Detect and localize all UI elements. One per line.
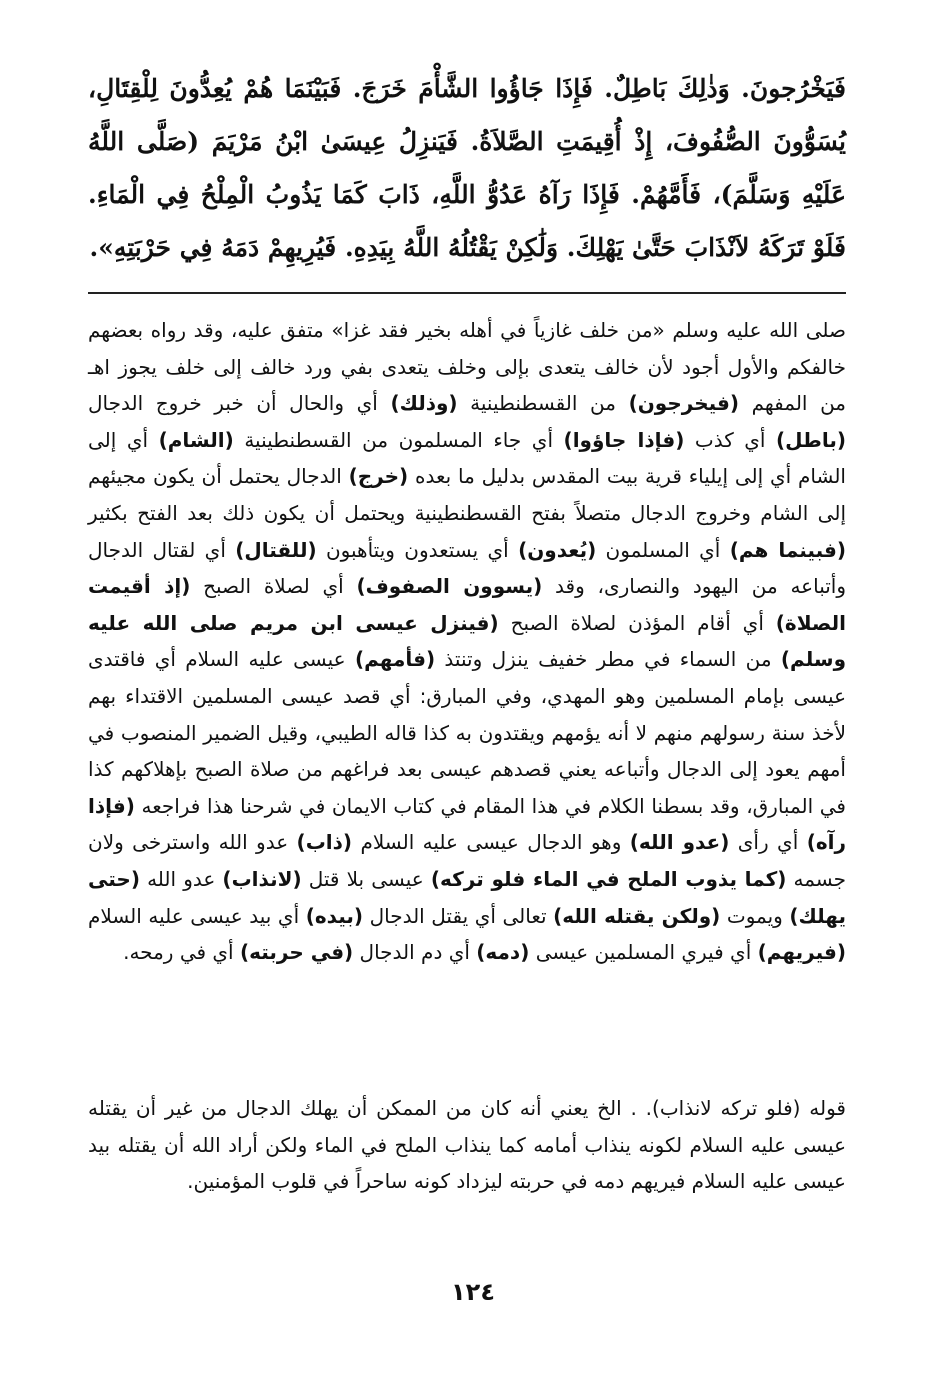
commentary-segment: ويموت — [720, 903, 790, 928]
page-number: ١٢٤ — [451, 1278, 495, 1306]
note-text: قوله (فلو تركه لانذاب). . الخ يعني أنه كان من الممكن أن يهلك الدجال من غير أن يقتله عيسى عليه السلام لكونه ينذاب أمامه كما ينذاب الملح في الماء ولكن أراد الله أن يقتله بيد عيسى عليه السلام فيريهم دمه في حربته ليزداد كونه ساحراً في قلوب المؤمنين. — [88, 1096, 846, 1194]
quoted-phrase: (حتى يهلك) — [88, 866, 847, 928]
quoted-phrase: (فيخرجون) — [628, 391, 740, 416]
commentary-segment: أي أقام المؤذن لصلاة الصبح — [498, 610, 776, 635]
commentary-segment: أي في رمحه. — [123, 940, 240, 965]
commentary-segment: الدجال يحتمل أن يكون مجيئهم إلى الشام وخروج الدجال متصلاً بفتح القسطنطينية ويحتمل أن يكون ذلك بعد الفتح بكثير — [88, 464, 846, 525]
commentary-segment: أي بيد عيسى عليه السلام — [88, 903, 306, 928]
quoted-phrase: (فبينما هم) — [729, 537, 846, 562]
quoted-phrase: (ذاب) — [296, 830, 353, 855]
commentary-segment: أي دم الدجال — [353, 940, 477, 965]
quoted-phrase: (إذ أقيمت الصلاة) — [88, 574, 846, 635]
commentary-segment: أي إلى الشام أي إلى إيلياء قرية بيت المقدس بدليل ما بعده — [88, 427, 846, 489]
commentary-segment: أي جاء المسلمون من القسطنطينية — [233, 427, 564, 452]
hadith-text: فَيَخْرُجونَ. وَذٰلِكَ بَاطِلٌ. فَإِذَا جَاؤُوا الشَّأْمَ خَرَجَ. فَبَيْنَمَا هُمْ يُعِدُّونَ لِلْقِتَالِ، يُسَوُّونَ الصُّفُوفَ، إِذْ أُقِيمَتِ الصَّلاَةُ. فَيَنزِلُ عِيسَىٰ ابْنُ مَرْيَمَ (صَلَّى اللَّهُ عَلَيْهِ وَسَلَّمَ)، فَأَمَّهُمْ. فَإِذَا رَآهُ عَدُوُّ اللَّهِ، ذَابَ كَمَا يَذُوبُ الْمِلْحُ فِي الْمَاءِ. فَلَوْ تَرَكَهُ لاَنْذَابَ حَتَّىٰ يَهْلِكَ. وَلَٰكِنْ يَقْتُلُهُ اللَّهُ بِيَدِهِ. فَيُرِيهِمْ دَمَهُ فِي حَرْبَتِهِ». — [88, 74, 846, 262]
commentary-segment: عيسى عليه السلام أي فاقتدى عيسى بإمام المسلمين وهو المهدي، وفي المبارق: أي قصد عيسى المسلمين الاقتداء بهم لأخذ سنة رسولهم منهم لا أنه يؤمهم ويقتدون به كذا قاله الطيبي، وقيل الضمير المنصوب في أمهم يعود إلى الدجال وأتباعه يعني قصدهم عيسى بعد فراغهم من صلاة الصبح بإهلاكهم كذا في المبارق، وقد بسطنا الكلام في هذا المقام في كتاب الايمان في شرحنا هذا فراجعه — [88, 647, 846, 818]
quoted-phrase: (ولكن يقتله الله) — [553, 903, 721, 928]
commentary-segment: تعالى أي يقتل الدجال — [363, 903, 554, 928]
quoted-phrase: (فأمهم) — [354, 647, 436, 672]
commentary-text — [88, 312, 846, 971]
commentary-segment: من السماء في مطر خفيف ينزل وتنتذ — [435, 647, 781, 672]
commentary-segment: أي والحال أن خبر خروج الدجال — [88, 391, 391, 416]
quoted-phrase: (كما يذوب الملح في الماء فلو تركه) — [430, 866, 787, 891]
commentary-segment: من القسطنطينية — [457, 391, 629, 416]
commentary-segment: وهو الدجال عيسى عليه السلام — [352, 830, 630, 855]
commentary-segment: عدو الله واسترخى ولان جسمه — [88, 830, 846, 891]
quoted-phrase: (عدو الله) — [629, 830, 730, 855]
quoted-phrase: (فإذا جاؤوا) — [563, 427, 685, 452]
commentary-segment: أي لقتال الدجال وأتباعه من اليهود والنصارى، وقد — [88, 537, 847, 599]
commentary-segment: أي يستعدون ويتأهبون — [316, 537, 519, 562]
commentary-segment: عدو الله — [139, 866, 223, 891]
quoted-phrase: (الشام) — [158, 427, 234, 452]
commentary-segment: أي فيري المسلمين عيسى — [529, 940, 758, 965]
quoted-phrase: (دمه) — [476, 940, 530, 965]
quoted-phrase: (للقتال) — [235, 537, 317, 562]
quoted-phrase: (خرج) — [348, 464, 409, 489]
commentary-segment: أي رأى — [729, 830, 807, 855]
footnote-divider — [88, 292, 846, 294]
commentary-segment: أي المسلمون — [596, 537, 730, 562]
quoted-phrase: (فينزل عيسى ابن مريم صلى الله عليه وسلم) — [88, 610, 846, 672]
quoted-phrase: (فيريهم) — [757, 940, 846, 965]
quoted-phrase: (يُعدون) — [518, 537, 597, 562]
quoted-phrase: (في حربته) — [239, 940, 354, 965]
quoted-phrase: (وذلك) — [390, 391, 458, 416]
quoted-phrase: (لانذاب) — [222, 866, 302, 891]
quoted-phrase: (فإذا رآه) — [88, 793, 847, 855]
quoted-phrase: (يسوون الصفوف) — [356, 574, 543, 599]
quoted-phrase: (باطل) — [776, 427, 847, 452]
quoted-phrase: (بيده) — [305, 903, 364, 928]
commentary-segment: عيسى بلا قتل — [301, 866, 431, 891]
commentary-segment: أي لصلاة الصبح — [190, 574, 357, 599]
commentary-segment: أي كذب — [684, 427, 777, 452]
commentary-segment: صلى الله عليه وسلم «من خلف غازياً في أهله بخير فقد غزا» متفق عليه، وقد رواه بعضهم خالفكم والأول أجود لأن خالف يتعدى بإلى وخلف يتعدى بفي ورد خالف إلى خلف يجوز اهـ من المفهم — [88, 318, 847, 416]
